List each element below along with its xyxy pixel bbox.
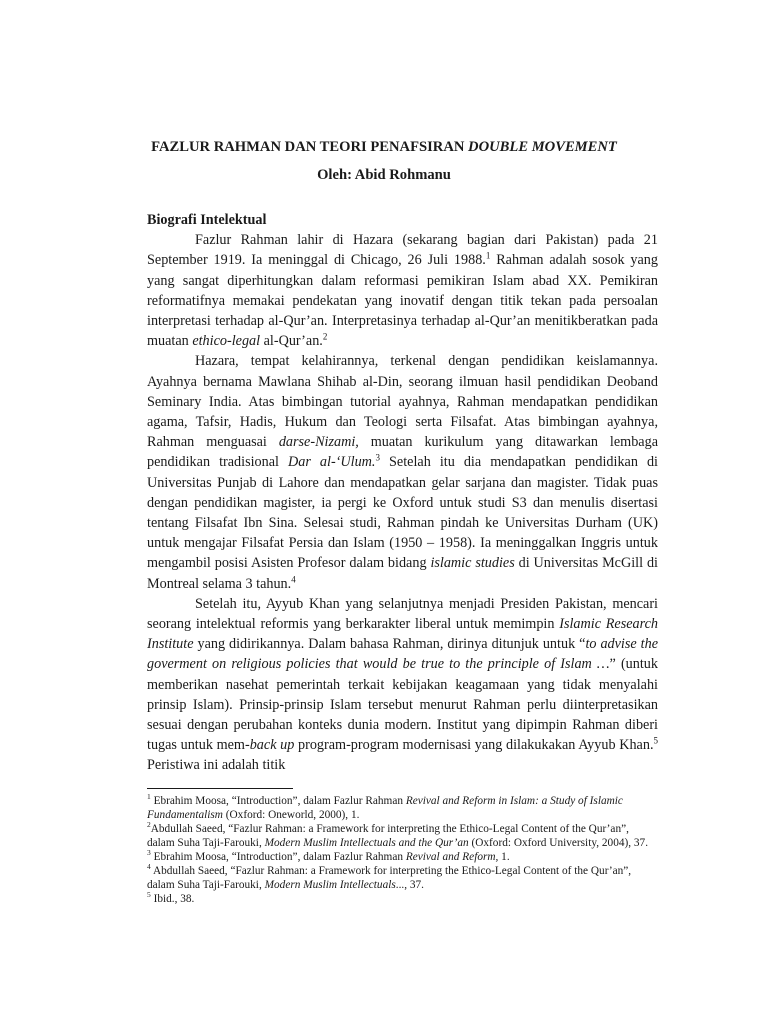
italic-title: Modern Muslim Intellectuals (264, 879, 396, 891)
text-run: ..., 37. (395, 879, 425, 891)
footnote-3 (147, 850, 658, 864)
italic-title: Revival and Reform, (405, 851, 499, 863)
text-run: program-program modernisasi yang dilakukakan Ayyub Khan. (294, 737, 654, 754)
paragraph-1 (147, 230, 658, 351)
text-run: ” (untuk memberikan nasehat pemerintah terkait kebijakan keagamaan yang tidak menyalahi prinsip Islam). Prinsip-prinsip Islam tersebut menurut Rahman perlu diinterpretasikan sesuai dengan perubahan konteks dunia modern. Institut yang dipimpin Rahman diberi tugas untuk mem- (147, 656, 658, 754)
italic-term: islamic studies (430, 555, 515, 572)
text-run: muatan kurikulum yang ditawarkan lembaga pendidikan tradisional (147, 434, 658, 471)
text-run: Ibid., 38. (150, 893, 195, 905)
title-italic: DOUBLE MOVEMENT (468, 139, 617, 155)
text-run: Ebrahim Moosa, “Introduction”, dalam Fazlur Rahman (150, 851, 406, 863)
text-run: di Universitas McGill di Montreal selama 3 tahun. (147, 555, 658, 592)
footnote-number: 3 (147, 848, 151, 858)
document-title (0, 138, 768, 156)
footnote-number: 2 (147, 820, 151, 830)
footnote-4 (147, 864, 658, 892)
text-run: Setelah itu dia mendapatkan pendidikan di Universitas Punjab di Lahore dan mendapatkan gelar sarjana dan magister. Tidak puas dengan pendidikan magister, ia pergi ke Oxford untuk studi S3 dan menulis disertasi tentang Filsafat Ibn Sina. Selesai studi, Rahman pindah ke Universitas Durham (UK) untuk mengajar Filsafat Persia dan Islam (1950 – 1958). Ia meninggalkan Inggris untuk mengambil posisi Asisten Profesor dalam bidang (147, 454, 659, 572)
footnote-1 (147, 794, 658, 822)
footnote-ref-3: 3 (375, 452, 380, 463)
footnote-5 (147, 892, 658, 906)
italic-quote: to advise the goverment on religious policies that would be true to the principle of Islam … (147, 636, 658, 673)
text-run: Hazara, tempat kelahirannya, terkenal dengan pendidikan keislamannya. Ayahnya bernama Mawlana Shihab al-Din, seorang ilmuan hasil pendidikan Deoband Seminary India. Atas bimbingan tutorial ayahnya, Rahman mendapatkan pendidikan agama, Tafsir, Hadis, Hukum dan Teologi serta Filsafat. Atas bimbingan ayahnya, Rahman menguasai (147, 353, 658, 451)
text-run: al-Qur’an. (260, 333, 323, 350)
footnote-2 (147, 822, 658, 850)
text-run: Fazlur Rahman lahir di Hazara (sekarang bagian dari Pakistan) pada 21 September 1919. Ia meninggal di Chicago, 26 Juli 1988. (147, 232, 658, 269)
author-line: Oleh: Abid Rohmanu (317, 167, 451, 183)
footnote-ref-5: 5 (653, 735, 658, 746)
footnotes (147, 794, 658, 906)
italic-title: Revival and Reform in Islam: a Study of Islamic Fundamentalism (147, 795, 623, 821)
italic-term: darse-Nizami, (278, 434, 359, 451)
section-heading: Biografi Intelektual (147, 212, 267, 228)
body-text (147, 210, 658, 776)
italic-term: ethico-legal (192, 333, 261, 350)
italic-term: back up (249, 737, 295, 754)
footnote-ref-1: 1 (485, 250, 491, 261)
footnote-ref-2: 2 (322, 331, 328, 342)
footnote-number: 1 (147, 792, 151, 802)
text-run: (Oxford: Oneworld, 2000), 1. (222, 809, 360, 821)
text-run: Peristiwa ini adalah titik (147, 757, 286, 774)
title-main: FAZLUR RAHMAN DAN TEORI PENAFSIRAN (151, 139, 469, 155)
italic-term: Dar al-‘Ulum. (288, 454, 376, 471)
text-run: Abdullah Saeed, “Fazlur Rahman: a Framework for interpreting the Ethico-Legal Content of the Qur’an”, dalam Suha Taji-Farouki, (147, 823, 629, 849)
paragraph-2 (147, 351, 658, 593)
text-run: yang didirikannya. Dalam bahasa Rahman, dirinya ditunjuk untuk “ (193, 636, 586, 653)
text-run: Rahman adalah sosok yang yang sangat diperhitungkan dalam reformasi pemikiran Islam abad XX. Pemikiran reformatifnya memakai pendekatan yang inovatif dengan titik tekan pada persoalan interpretasi terhadap al-Qur’an. Interpretasinya terhadap al-Qur’an menitikberatkan pada muatan (147, 252, 658, 350)
italic-term: Islamic Research Institute (147, 616, 658, 653)
text-run: Abdullah Saeed, “Fazlur Rahman: a Framework for interpreting the Ethico-Legal Content of the Qur’an”, dalam Suha Taji-Farouki, (147, 865, 632, 891)
footnote-number: 4 (147, 862, 151, 872)
text-run: (Oxford: Oxford University, 2004), 37. (468, 837, 649, 849)
italic-title: Modern Muslim Intellectuals and the Qur’an (264, 837, 469, 849)
footnote-number: 5 (147, 890, 151, 900)
text-run: Setelah itu, Ayyub Khan yang selanjutnya menjadi Presiden Pakistan, mencari seorang intelektual reformis yang berkarakter liberal untuk memimpin (147, 595, 658, 633)
footnote-ref-4: 4 (291, 573, 296, 584)
text-run: Ebrahim Moosa, “Introduction”, dalam Fazlur Rahman (150, 795, 406, 807)
paragraph-3 (147, 594, 658, 776)
footnote-separator (147, 788, 293, 789)
text-run: 1. (498, 851, 510, 863)
